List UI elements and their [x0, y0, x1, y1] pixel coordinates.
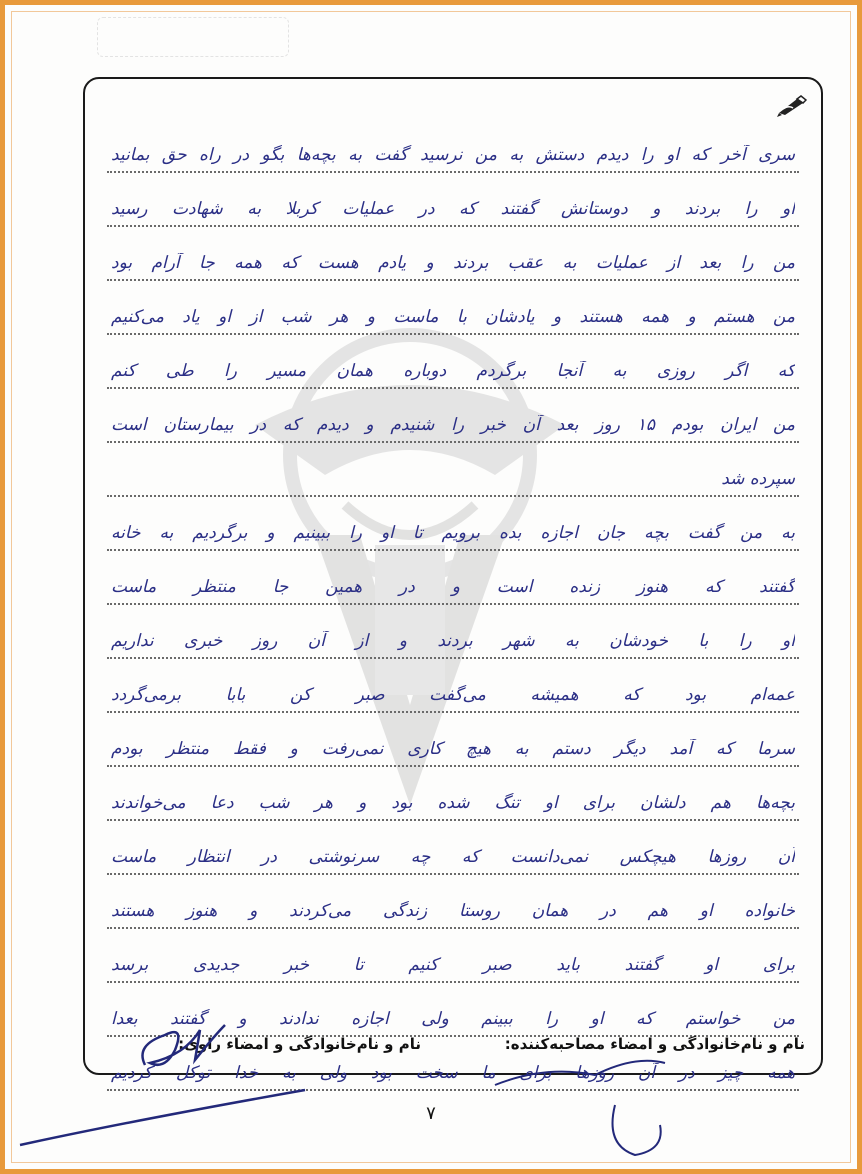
handwritten-text-line: سری آخر که او را دیدم دستش به من نرسید گفت به بچه‌ها بگو در راه حق بمانید	[111, 145, 795, 165]
handwritten-text-line: گفتند که هنوز زنده است و در همین جا منتظر ماست	[111, 577, 795, 597]
ruled-line	[107, 333, 799, 389]
handwritten-text-line: من را بعد از عملیات به عقب بردند و یادم هست که همه جا آرام بود	[111, 253, 795, 273]
signature-labels	[85, 1035, 821, 1059]
interview-frame	[83, 77, 823, 1083]
ruled-line	[107, 981, 799, 1037]
ruled-line	[107, 171, 799, 227]
ruled-line	[107, 495, 799, 551]
handwritten-text-line: بچه‌ها هم دلشان برای او تنگ شده بود و هر شب دعا می‌خواندند	[111, 793, 795, 813]
ruled-line	[107, 225, 799, 281]
ruled-line	[107, 873, 799, 929]
ruled-line	[107, 657, 799, 713]
handwritten-text-line: که اگر روزی به آنجا برگردم دوباره همان مسیر را طی کنم	[111, 361, 795, 381]
ruled-line	[107, 441, 799, 497]
handwritten-text-line: من ایران بودم ۱۵ روز بعد آن خبر را شنیدم و دیدم که در بیمارستان است	[111, 415, 795, 435]
handwritten-text-line: سپرده شد	[721, 469, 795, 489]
handwritten-text-line: عمه‌ام بود که همیشه می‌گفت صبر کن بابا برمی‌گردد	[111, 685, 795, 705]
handwritten-text-line: من هستم و همه هستند و یادشان با ماست و هر شب از او یاد می‌کنیم	[111, 307, 795, 327]
faded-header-stamp	[97, 17, 289, 57]
ruled-line	[107, 387, 799, 443]
page-number: ۷	[426, 1103, 436, 1124]
handwritten-text-line: من خواستم که او را ببینم ولی اجازه ندادند و گفتند بعدا	[111, 1009, 795, 1029]
handwritten-text-line: همه چیز در آن روزها برای ما سخت بود ولی به خدا توکل کردیم	[111, 1063, 795, 1083]
handwritten-text-line: برای او گفتند باید صبر کنیم تا خبر جدیدی برسد	[111, 955, 795, 975]
handwritten-text-line: سرما که آمد دیگر دستم به هیچ کاری نمی‌رفت و فقط منتظر بودم	[111, 739, 795, 759]
handwritten-text-line: خانواده او هم در همان روستا زندگی می‌کردند و هنوز هستند	[111, 901, 795, 921]
handwritten-text-line: به من گفت بچه جان اجازه بده برویم تا او را ببینیم و برگردیم به خانه	[111, 523, 795, 543]
ruled-line	[107, 279, 799, 335]
pen-writing-icon	[777, 95, 807, 117]
ruled-line	[107, 117, 799, 173]
handwritten-text-line: آن روزها هیچکس نمی‌دانست که چه سرنوشتی در انتظار ماست	[111, 847, 795, 867]
ruled-line	[107, 765, 799, 821]
handwritten-text-line: او را بردند و دوستانش گفتند که در عملیات کربلا به شهادت رسید	[111, 199, 795, 219]
ruled-line	[107, 711, 799, 767]
handwritten-text-line: او را با خودشان به شهر بردند و از آن روز خبری نداریم	[111, 631, 795, 651]
ruled-line	[107, 549, 799, 605]
ruled-line	[107, 927, 799, 983]
ruled-line	[107, 603, 799, 659]
interviewer-signature-label: نام و نام‌خانوادگی و امضاء مصاحبه‌کننده:	[504, 1035, 805, 1053]
ruled-line	[107, 819, 799, 875]
narrator-signature-label: نام و نام‌خانوادگی و امضاء راوی:	[178, 1035, 421, 1053]
